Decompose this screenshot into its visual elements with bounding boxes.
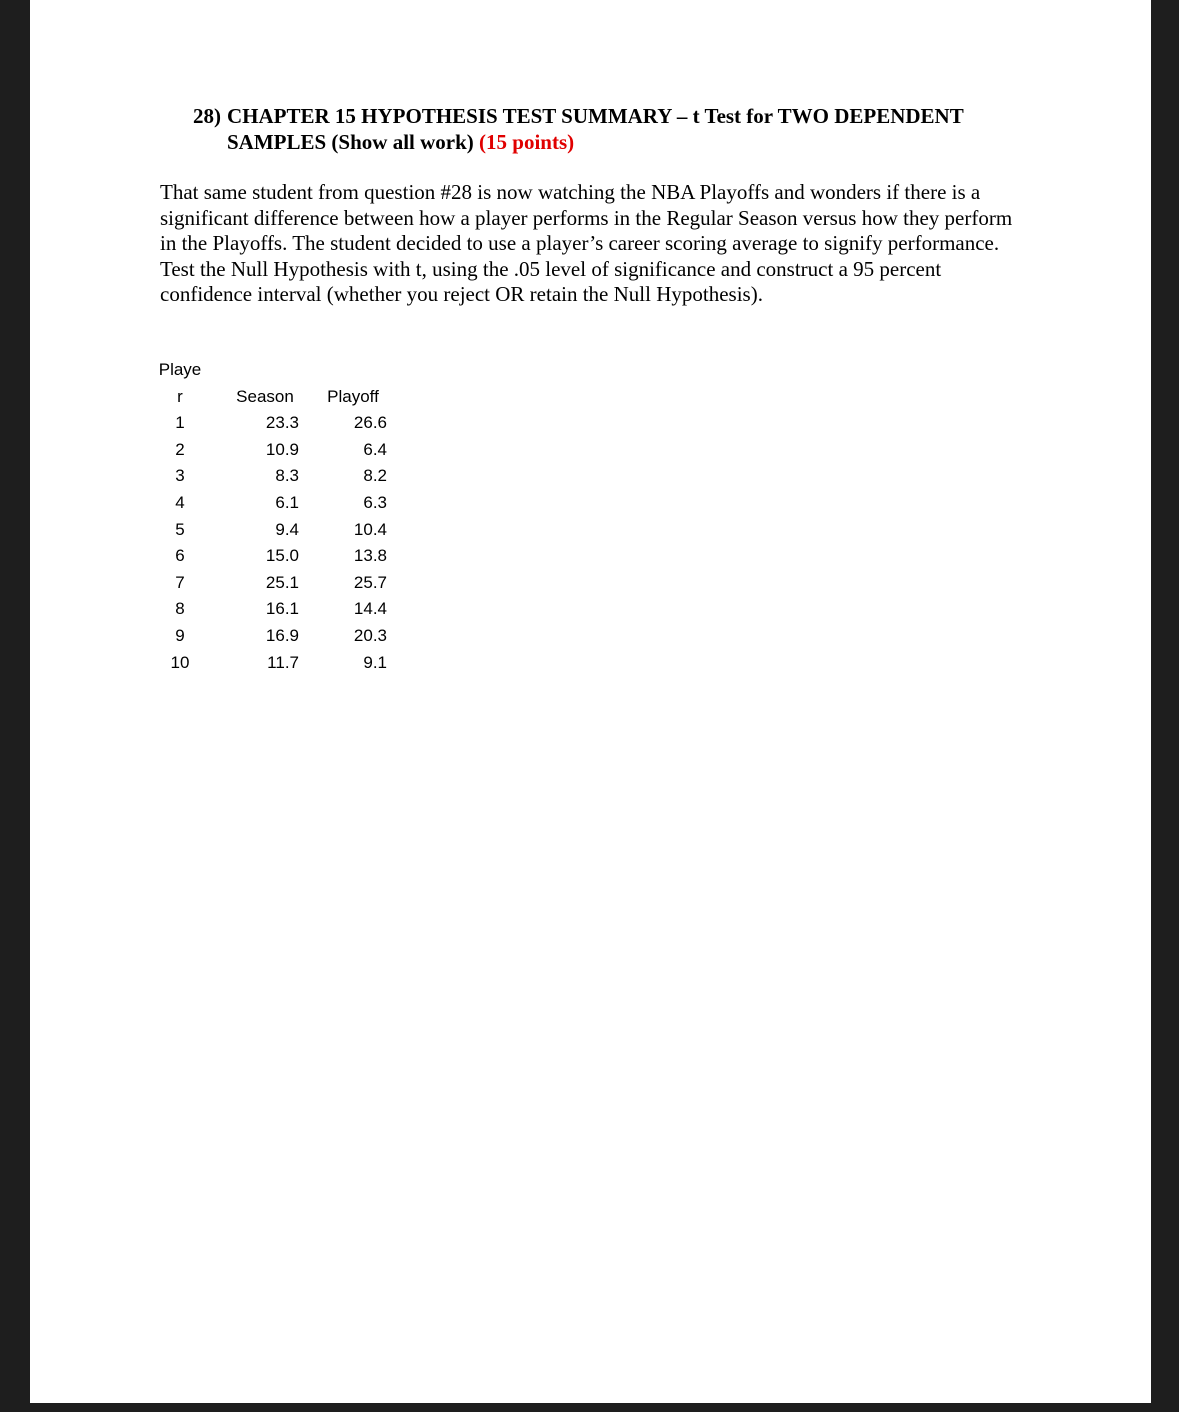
player-cell: 6 bbox=[175, 546, 185, 566]
header-season: Season bbox=[236, 386, 294, 406]
header-playoff: Playoff bbox=[327, 386, 379, 406]
question-heading bbox=[193, 103, 1053, 155]
header-player-line-1: Playe bbox=[158, 360, 202, 379]
playoff-cell: 26.6 bbox=[353, 413, 387, 433]
question-number: 28) bbox=[193, 104, 221, 128]
heading-line-1 bbox=[193, 103, 1053, 129]
player-cell: 4 bbox=[175, 492, 185, 512]
season-cell: 8.3 bbox=[275, 466, 299, 486]
player-cell: 10 bbox=[170, 652, 190, 672]
player-cell: 3 bbox=[175, 466, 185, 486]
playoff-cell: 8.2 bbox=[363, 466, 387, 486]
playoff-cell: 13.8 bbox=[353, 546, 387, 566]
header-player-line-2: r bbox=[177, 386, 183, 406]
player-cell: 5 bbox=[175, 519, 185, 539]
player-cell: 1 bbox=[175, 413, 185, 433]
question-paragraph: That same student from question #28 is now watching the NBA Playoffs and wonders if there is a significant difference between how a player performs in the Regular Season versus how they perform in the Playoffs. The student decided to use a player’s career scoring average to signify performance. Test the Null Hypothesis with t, using the .05 level of significance and construct a 95 percent confidence interval (whether you reject OR retain the Null Hypothesis). bbox=[160, 180, 1013, 306]
player-cell: 2 bbox=[175, 439, 185, 459]
playoff-cell: 6.4 bbox=[363, 439, 387, 459]
playoff-cell: 14.4 bbox=[353, 599, 387, 619]
season-cell: 16.1 bbox=[265, 599, 299, 619]
playoff-cell: 20.3 bbox=[353, 625, 387, 645]
season-cell: 16.9 bbox=[265, 625, 299, 645]
playoff-cell: 10.4 bbox=[353, 519, 387, 539]
season-cell: 15.0 bbox=[265, 546, 299, 566]
points-label: (15 points) bbox=[479, 130, 575, 154]
season-cell: 10.9 bbox=[265, 439, 299, 459]
player-cell: 7 bbox=[175, 572, 185, 592]
playoff-cell: 9.1 bbox=[363, 652, 387, 672]
heading-line-2 bbox=[193, 129, 1053, 155]
season-cell: 9.4 bbox=[275, 519, 299, 539]
document-page bbox=[30, 0, 1151, 1403]
player-cell: 9 bbox=[175, 625, 185, 645]
season-cell: 11.7 bbox=[267, 652, 299, 672]
heading-title-line-2: SAMPLES (Show all work) bbox=[227, 130, 474, 154]
season-cell: 25.1 bbox=[265, 572, 299, 592]
heading-title-line-1: CHAPTER 15 HYPOTHESIS TEST SUMMARY – t Test for TWO DEPENDENT bbox=[227, 104, 964, 128]
playoff-cell: 6.3 bbox=[363, 492, 387, 512]
playoff-cell: 25.7 bbox=[353, 572, 387, 592]
season-cell: 23.3 bbox=[265, 413, 299, 433]
player-cell: 8 bbox=[175, 599, 185, 619]
season-cell: 6.1 bbox=[275, 492, 299, 512]
